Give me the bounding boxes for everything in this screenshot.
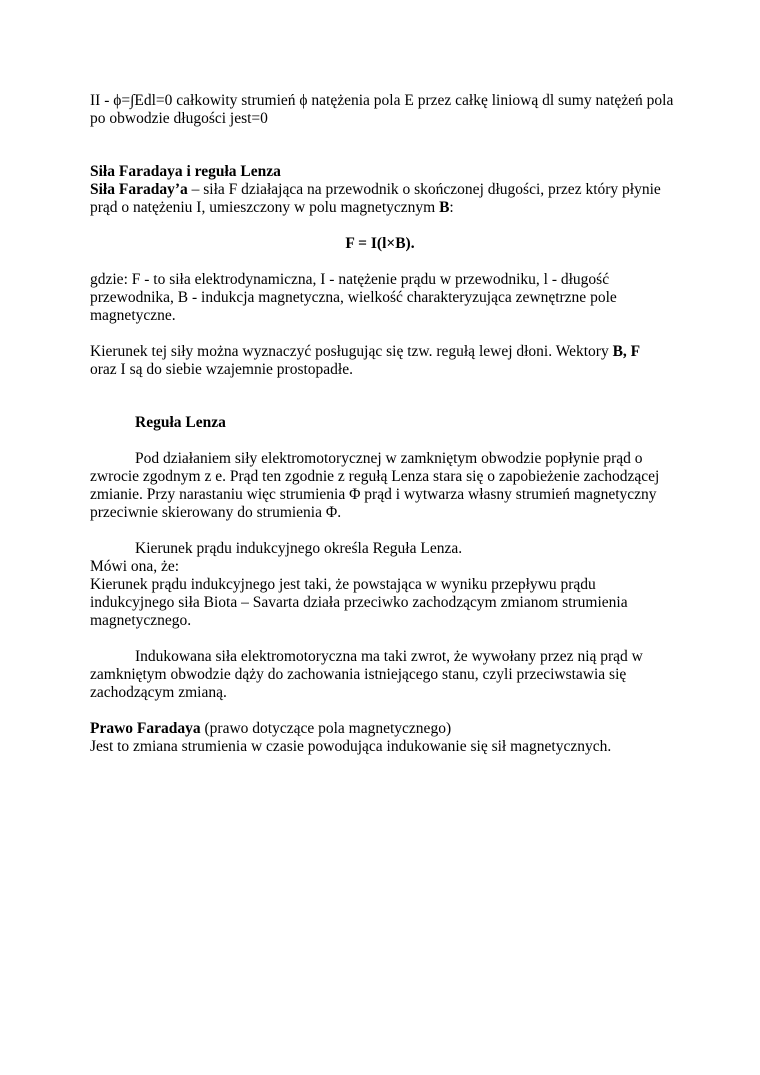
lenz-para1-line-2: zwrocie zgodnym z e. Prąd ten zgodnie z regułą Lenza stara się o zapobieżenie zachodzącej [90,468,660,485]
lenz-para3-line-2: zamkniętym obwodzie dąży do zachowania istniejącego stanu, czyli przeciwstawia się [90,666,627,683]
direction-line-2: oraz I są do siebie wzajemnie prostopadłe. [90,361,353,378]
lenz-section-heading: Reguła Lenza [135,414,226,431]
lenz-para2-line-3: Kierunek prądu indukcyjnego jest taki, że powstająca w wyniku przepływu prądu [90,576,596,593]
faraday-law-heading: Prawo Faradaya (prawo dotyczące pola magnetycznego) [90,720,452,737]
where-line-3: magnetyczne. [90,307,176,324]
intro-line-2: po obwodzie długości jest=0 [90,110,268,127]
lenz-para2-line-2: Mówi ona, że: [90,558,180,575]
lenz-para3-line-1: Indukowana siła elektromotoryczna ma taki zwrot, że wywołany przez nią prąd w [135,648,643,665]
intro-line-1: II - ϕ=∫Edl=0 całkowity strumień ϕ natężenia pola E przez całkę liniową dl sumy natężeń pola [90,92,674,109]
faraday-definition-line-1 [90,181,661,199]
lenz-para2-line-4: indukcyjnego siła Biota – Savarta działa przeciwko zachodzącym zmianom strumienia [90,594,628,611]
faraday-definition-term: Siła Faraday’a [90,181,188,198]
where-line-2: przewodnika, B - indukcja magnetyczna, wielkość charakteryzująca zewnętrzne pole [90,289,617,306]
lenz-para2-line-5: magnetycznego. [90,612,192,629]
faraday-section-heading: Siła Faradaya i reguła Lenza [90,163,281,180]
lenz-para1-line-1: Pod działaniem siły elektromotorycznej w zamkniętym obwodzie popłynie prąd o [135,450,643,467]
lenz-para1-line-4: przeciwnie skierowany do strumienia Φ. [90,504,342,521]
faraday-formula: F = I(l×B). [345,235,415,252]
lenz-para1-line-3: zmianie. Przy narastaniu więc strumienia Φ prąd i wytwarza własny strumień magnetyczny [90,486,657,503]
where-line-1: gdzie: F - to siła elektrodynamiczna, I - natężenie prądu w przewodniku, l - długość [90,271,610,288]
faraday-law-line: Jest to zmiana strumienia w czasie powodująca indukowanie się sił magnetycznych. [90,738,612,755]
lenz-para3-line-3: zachodzącym zmianą. [90,684,227,701]
lenz-para2-line-1: Kierunek prądu indukcyjnego określa Reguła Lenza. [135,540,463,557]
direction-line-1: Kierunek tej siły można wyznaczyć posługując się tzw. regułą lewej dłoni. Wektory B, F [90,343,641,360]
faraday-definition-text: – siła F działająca na przewodnik o skończonej długości, przez który płynie [187,181,661,198]
faraday-definition-line-2: prąd o natężeniu I, umieszczony w polu magnetycznym B: [90,199,454,216]
